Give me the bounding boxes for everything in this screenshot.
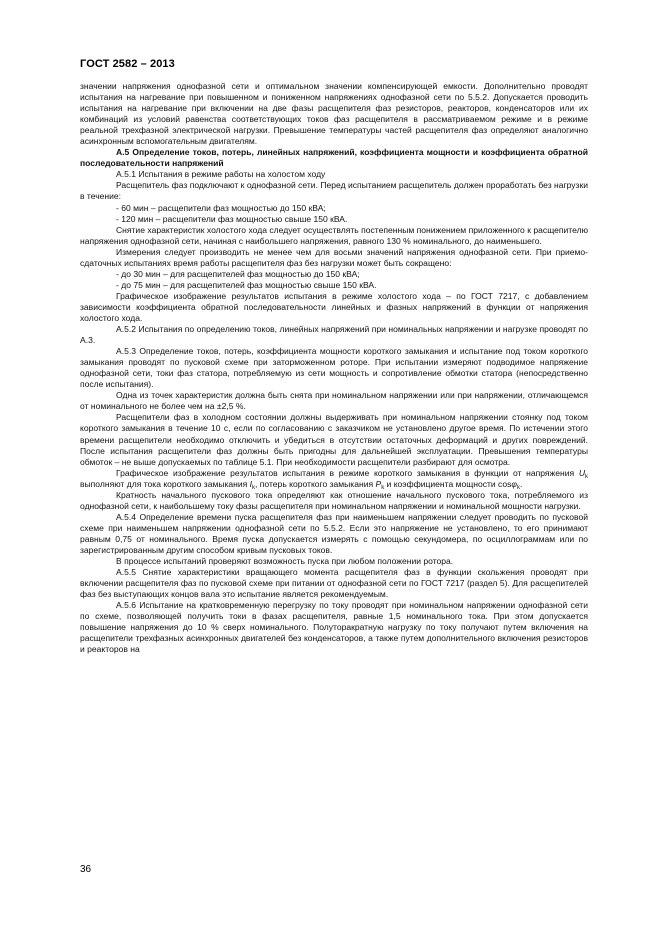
paragraph: А.5.4 Определение времени пуска расщепителя фаз при наименьшем напряжении следует проводить по пусковой схеме при наименьшем напряжении однофазной сети по 5.5.2. Если это напряжение не установлено, то его принимают равным 0,75 от номинального. Время пуска допускается измерять с помощью секундомера, по осциллограммам или по зарегистрированным другим способом кривым пусковых токов. [80,511,588,555]
paragraph: А.5.6 Испытание на кратковременную перегрузку по току проводят при номинальном напряжении однофазной сети по схеме, позволяющей получить токи в фазах расщепителя, равные 1,5 номинального тока. При этом допускается повышение напряжения до 10 % сверх номинального. Полуторакратную нагрузку по току получают путем включения на расщепители трехфазных асинхронных двигателей без конденсаторов, а также путем дополнительного включения резисторов и реакторов на [80,600,588,655]
paragraph: Расщепитель фаз подключают к однофазной сети. Перед испытанием расщепитель должен проработать без нагрузки в течение: [80,180,588,202]
page-number: 36 [80,864,92,875]
list-item: - 60 мин – расщепители фаз мощностью до 150 кВА; [116,202,326,213]
paragraph: А.5.5 Снятие характеристики вращающего момента расщепителя фаз в функции скольжения проводят при включении расщепителя фаз по пусковой схеме при питании от однофазной сети по ГОСТ 7217 (раздел 5). Для расщепителей фаз без выступающих концов вала это испытание является рекомендуемым. [80,567,588,600]
paragraph-group-1 [80,81,588,468]
paragraph: значении напряжения однофазной сети и оптимальном значении компенсирующей емкости. Дополнительно проводят испытания на нагревание при повышенном и пониженном напряжениях однофазной сети по 5.5.2. Допускается проводить испытания на нагревание при включении на две фазы расщепителя фаз резисторов, реакторов, конденсаторов или их комбинаций из условий равенства соответствующих токов фаз расщепителя в рассматриваемом режиме и в режиме реальной трехфазной электрической нагрузки. Превышение температуры частей расщепителя фаз определяют аналогично асинхронным вспомогательным двигателям. [80,81,588,147]
paragraph: Снятие характеристик холостого хода следует осуществлять постепенным понижением приложенного к расщепителю напряжения однофазной сети, начиная с наибольшего напряжения, равного 130 % номинального, до наименьшего. [80,224,588,246]
running-header: ГОСТ 2582 – 2013 [80,58,175,70]
paragraph-short-circuit-graph: Графическое изображение результатов испытания в режиме короткого замыкания в функции от напряжения $U_k$ выполняют для тока короткого замыкания $I_k$, потерь короткого замыкания $P_k$ и коэффициента мощности cosφ$_k$. [80,467,588,491]
paragraph: Одна из точек характеристик должна быть снята при номинальном напряжении или при напряжении, отличающемся от номинального не более чем на ±2,5 %. [80,390,588,412]
paragraph: Измерения следует производить не менее чем для восьми значений напряжения однофазной сети. При приемо-сдаточных испытаниях время работы расщепителя фаз без нагрузки может быть сокращено: [80,246,588,268]
paragraph-group-2 [80,490,588,656]
paragraph: А.5.1 Испытания в режиме работы на холостом ходу [116,169,326,180]
paragraph: Кратность начального пускового тока определяют как отношение начального пускового тока, потребляемого из однофазной сети, к наибольшему току фазы расщепителя при номинальном напряжении и номинальной мощности нагрузки. [80,489,588,511]
paragraph: А.5.3 Определение токов, потерь, коэффициента мощности короткого замыкания и испытание под током короткого замыкания проводят по пусковой схеме при заторможенном роторе. При испытании измеряют подводимое напряжение однофазной сети, токи фаз статора, потребляемую из сети мощность и сопротивление обмотки статора (непосредственно после испытания). [80,346,588,390]
paragraph: Графическое изображение результатов испытания в режиме холостого хода – по ГОСТ 7217, с добавлением зависимости коэффициента обратной последовательности линейных и фазных напряжений в функции от напряжения холостого хода. [80,290,588,323]
paragraph: А.5.2 Испытания по определению токов, линейных напряжений при номинальных напряжении и нагрузке проводят по А.3. [80,324,588,346]
list-item: - до 75 мин – для расщепителей фаз мощностью свыше 150 кВА. [116,279,377,290]
list-item: - до 30 мин – для расщепителей фаз мощностью до 150 кВА; [116,268,360,279]
paragraph: В процессе испытаний проверяют возможность пуска при любом положении ротора. [116,556,454,567]
document-body [80,81,588,655]
section-heading: А.5 Определение токов, потерь, линейных напряжений, коэффициента мощности и коэффициента обратной последовательности напряжений [80,147,588,169]
paragraph: Расщепители фаз в холодном состоянии должны выдерживать при номинальном напряжении стоянку под током короткого замыкания в течение 10 с, если по согласованию с заказчиком не установлено другое время. По истечении этого времени расщепители необходимо отключить и убедиться в отсутствии остаточных деформаций и других повреждений. После испытания расщепители фаз должны быть пригодны для дальнейшей эксплуатации. Превышения температуры обмоток – не выше допускаемых по таблице 5.1. При необходимости расщепители разбирают для осмотра. [80,412,588,467]
list-item: - 120 мин – расщепители фаз мощностью свыше 150 кВА. [116,213,348,224]
